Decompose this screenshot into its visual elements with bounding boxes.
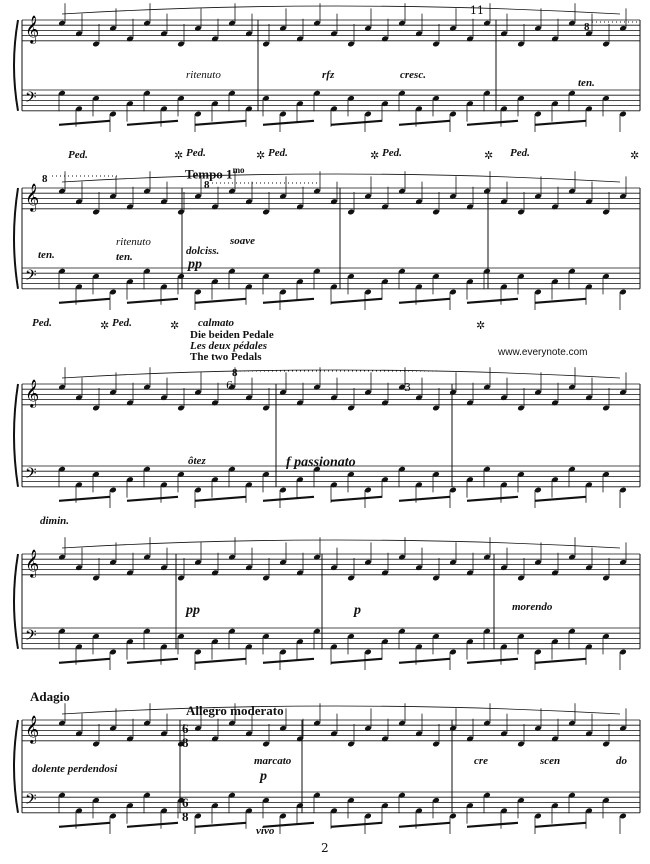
- crescendo-cre: cre: [474, 755, 489, 767]
- crescendo-do: do: [616, 755, 627, 767]
- ped-marking: Ped.: [112, 317, 132, 329]
- ottava-marking: 8: [232, 367, 238, 379]
- beam: [331, 497, 382, 501]
- otez-marking: ôtez: [188, 455, 206, 467]
- pedal-release-icon: ✲: [484, 149, 494, 162]
- time-signature-numerator: 6: [182, 721, 189, 736]
- beam: [195, 121, 246, 125]
- beam: [127, 121, 178, 125]
- bass-clef-icon: 𝄢: [25, 627, 37, 648]
- pp-dynamic: pp: [188, 257, 202, 272]
- ten-marking: ten.: [578, 77, 595, 89]
- slur: [62, 540, 620, 548]
- slur: [62, 4, 620, 17]
- beam: [467, 823, 518, 827]
- pedal-release-icon: ✲: [174, 149, 184, 162]
- crescendo-scen: scen: [540, 755, 561, 767]
- tuplet-eleven: 11: [470, 4, 484, 17]
- beam: [535, 299, 586, 303]
- beam: [127, 659, 178, 663]
- pedal-release-icon: ✲: [476, 319, 486, 332]
- page-number: 2: [321, 841, 329, 855]
- treble-clef-icon: 𝄞: [25, 15, 40, 43]
- beam: [127, 299, 178, 303]
- beam: [399, 497, 450, 501]
- slur: [62, 706, 620, 714]
- bass-clef-icon: 𝄢: [25, 465, 37, 486]
- ottava-marking: 8: [204, 179, 210, 191]
- pedal-release-icon: ✲: [370, 149, 380, 162]
- beam: [467, 299, 518, 303]
- beam: [467, 659, 518, 663]
- beam: [195, 497, 246, 501]
- beam: [331, 823, 382, 827]
- treble-clef-icon: 𝄞: [25, 183, 40, 211]
- treble-clef-icon: 𝄞: [25, 715, 40, 743]
- ten-marking: ten.: [38, 249, 55, 261]
- beam: [535, 659, 586, 663]
- bass-clef-icon: 𝄢: [25, 267, 37, 288]
- calmato-marking: calmato: [198, 317, 235, 329]
- time-signature-numerator: 6: [182, 795, 189, 810]
- soave-marking: soave: [230, 235, 256, 247]
- beam: [399, 121, 450, 125]
- ped-marking: Ped.: [186, 147, 206, 159]
- pp-dynamic: pp: [186, 603, 200, 618]
- beam: [535, 497, 586, 501]
- beam: [263, 497, 314, 501]
- beam: [195, 823, 246, 827]
- beam: [263, 299, 314, 303]
- pedal-instruction-english: The two Pedals: [190, 351, 262, 363]
- beam: [331, 659, 382, 663]
- treble-clef-icon: 𝄞: [25, 379, 40, 407]
- ottava-marking: 8: [584, 21, 590, 33]
- beam: [535, 121, 586, 125]
- ritenuto-marking: ritenuto: [186, 69, 221, 81]
- beam: [195, 659, 246, 663]
- ped-marking: Ped.: [510, 147, 530, 159]
- rfz-marking: rfz: [322, 69, 335, 81]
- brace: [14, 20, 18, 111]
- tuplet-six: 6: [226, 379, 233, 392]
- beam: [59, 823, 110, 827]
- p-dynamic: p: [260, 769, 267, 784]
- adagio-heading: Adagio: [30, 689, 70, 704]
- beam: [331, 299, 382, 303]
- beam: [127, 497, 178, 501]
- beam: [399, 659, 450, 663]
- pedal-instruction-french: Les deux pédales: [190, 340, 267, 352]
- dolcissimo-marking: dolciss.: [186, 245, 220, 257]
- vivo-marking: vivo: [256, 825, 275, 837]
- diminuendo-marking: dimin.: [40, 515, 70, 527]
- brace: [14, 554, 18, 649]
- morendo-marking: morendo: [512, 601, 553, 613]
- beam: [59, 299, 110, 303]
- pedal-release-icon: ✲: [256, 149, 266, 162]
- ten-marking: ten.: [116, 251, 133, 263]
- allegro-moderato-heading: Allegro moderato: [186, 703, 284, 718]
- ottava-marking: 8: [42, 173, 48, 185]
- brace: [14, 188, 18, 289]
- pedal-release-icon: ✲: [170, 319, 180, 332]
- ped-marking: Ped.: [268, 147, 288, 159]
- beam: [59, 659, 110, 663]
- p-dynamic: p: [354, 603, 361, 618]
- tempo-primo-heading: Tempo $1^{mo}$: [185, 165, 245, 182]
- ped-marking: Ped.: [68, 149, 88, 161]
- slur: [62, 174, 620, 182]
- marcato-marking: marcato: [254, 755, 292, 767]
- beam: [195, 299, 246, 303]
- time-signature-denominator: 8: [182, 809, 189, 824]
- treble-clef-icon: 𝄞: [25, 549, 40, 577]
- pedal-instruction-german: Die beiden Pedale: [190, 329, 274, 341]
- ped-marking: Ped.: [32, 317, 52, 329]
- ritenuto-marking: ritenuto: [116, 236, 151, 248]
- beam: [399, 299, 450, 303]
- pedal-release-icon: ✲: [630, 149, 640, 162]
- cresc-marking: cresc.: [400, 69, 426, 81]
- beam: [467, 497, 518, 501]
- beam: [399, 823, 450, 827]
- ped-marking: Ped.: [382, 147, 402, 159]
- brace: [14, 384, 18, 487]
- beam: [331, 121, 382, 125]
- beam: [263, 659, 314, 663]
- beam: [263, 121, 314, 125]
- pedal-release-icon: ✲: [100, 319, 110, 332]
- dolente-perdendosi-marking: dolente perdendosi: [32, 763, 118, 775]
- bass-clef-icon: 𝄢: [25, 791, 37, 812]
- tuplet-three: 3: [404, 381, 411, 394]
- beam: [59, 497, 110, 501]
- time-signature-denominator: 8: [182, 735, 189, 750]
- watermark-url: www.everynote.com: [498, 347, 588, 358]
- bass-clef-icon: 𝄢: [25, 89, 37, 110]
- beam: [127, 823, 178, 827]
- brace: [14, 720, 18, 813]
- beam: [535, 823, 586, 827]
- f-passionato-marking: f passionato: [286, 455, 356, 470]
- beam: [467, 121, 518, 125]
- beam: [59, 121, 110, 125]
